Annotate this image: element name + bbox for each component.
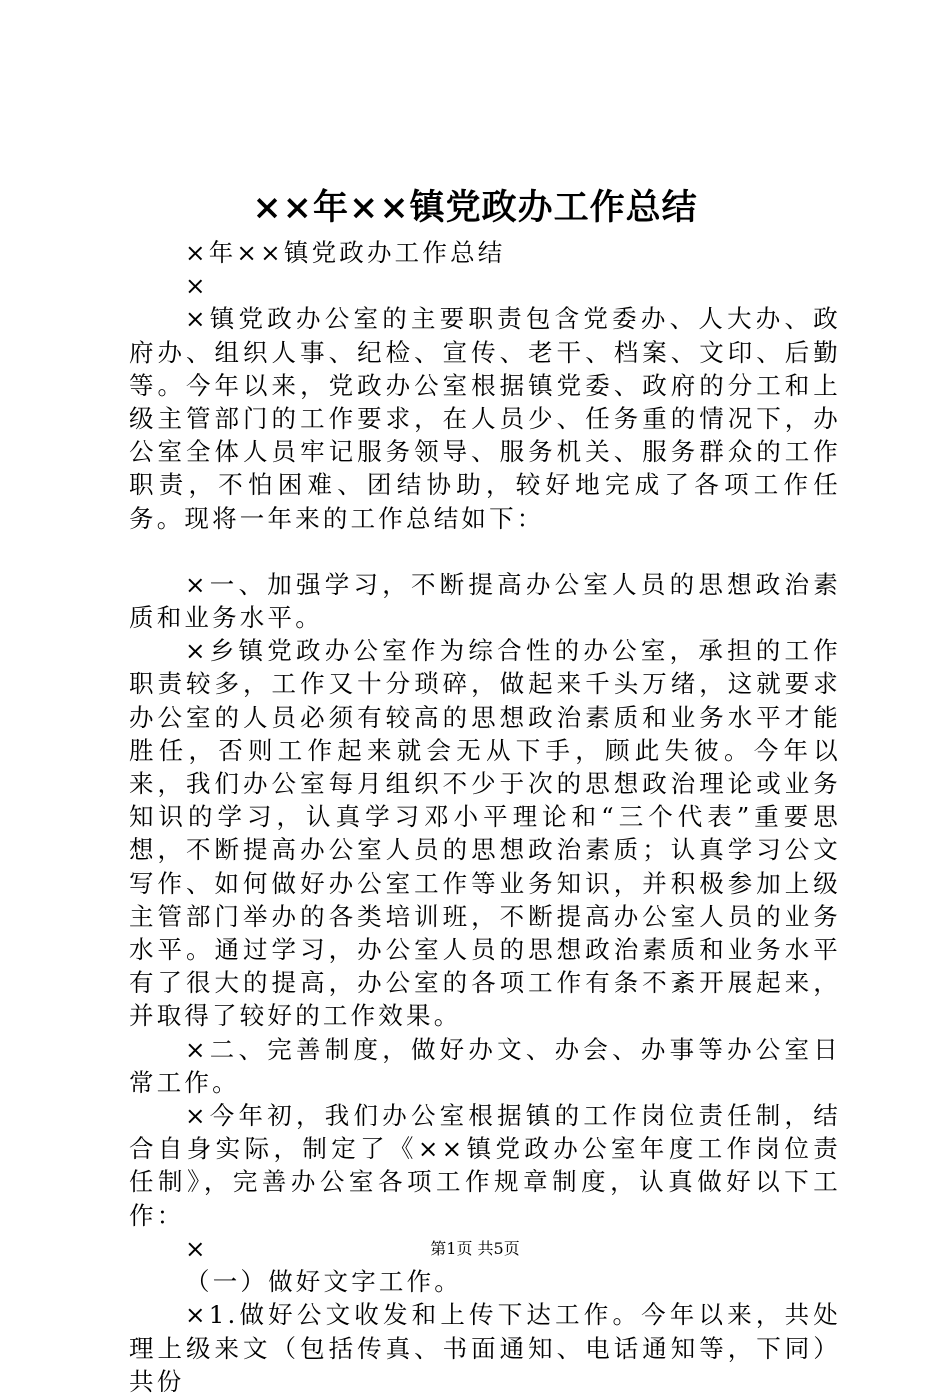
paragraph-study: ×乡镇党政办公室作为综合性的办公室，承担的工作职责较多，工作又十分琐碎，做起来千头万绪，这就要求办公室的人员必须有较高的思想政治素质和业务水平才能胜任，否则工作起来就会无从下手，顾此失彼。今年以来，我们办公室每月组织不少于次的思想政治理论或业务知识的学习，认真学习邓小平理论和“三个代表”重要思想，不断提高办公室人员的思想政治素质；认真学习公文写作、如何做好办公室工作等业务知识，并积极参加上级主管部门举办的各类培训班，不断提高办公室人员的业务水平。通过学习，办公室人员的思想政治素质和业务水平有了很大的提高，办公室的各项工作有条不紊开展起来，并取得了较好的工作效果。: [129, 636, 841, 1031]
document-title: ××年××镇党政办工作总结: [252, 187, 698, 228]
paragraph-subtitle: ×年××镇党政办工作总结: [185, 238, 506, 267]
paragraph-system: ×今年初，我们办公室根据镇的工作岗位责任制，结合自身实际，制定了《××镇党政办公室年度工作岗位责任制》，完善办公室各项工作规章制度，认真做好以下工作：: [129, 1101, 841, 1230]
page-footer: 第1页 共5页: [430, 1239, 520, 1258]
paragraph-placeholder-2: ×: [185, 1233, 209, 1263]
document-body: [129, 236, 841, 1398]
section-heading-system: ×二、完善制度，做好办文、办会、办事等办公室日常工作。: [129, 1034, 841, 1097]
paragraph-placeholder: ×: [185, 271, 209, 301]
paragraph-document-handling: ×1.做好公文收发和上传下达工作。今年以来，共处理上级来文（包括传真、书面通知、电话通知等，下同）共份: [129, 1300, 841, 1396]
paragraph-intro: ×镇党政办公室的主要职责包含党委办、人大办、政府办、组织人事、纪检、宣传、老干、档案、文印、后勤等。今年以来，党政办公室根据镇党委、政府的分工和上级主管部门的工作要求，在人员少、任务重的情况下，办公室全体人员牢记服务领导、服务机关、服务群众的工作职责，不怕困难、团结协助，较好地完成了各项工作任务。现将一年来的工作总结如下：: [129, 304, 841, 533]
section-heading-study: ×一、加强学习，不断提高办公室人员的思想政治素质和业务水平。: [129, 569, 841, 633]
subsection-heading-writing: （一）做好文字工作。: [185, 1267, 462, 1297]
